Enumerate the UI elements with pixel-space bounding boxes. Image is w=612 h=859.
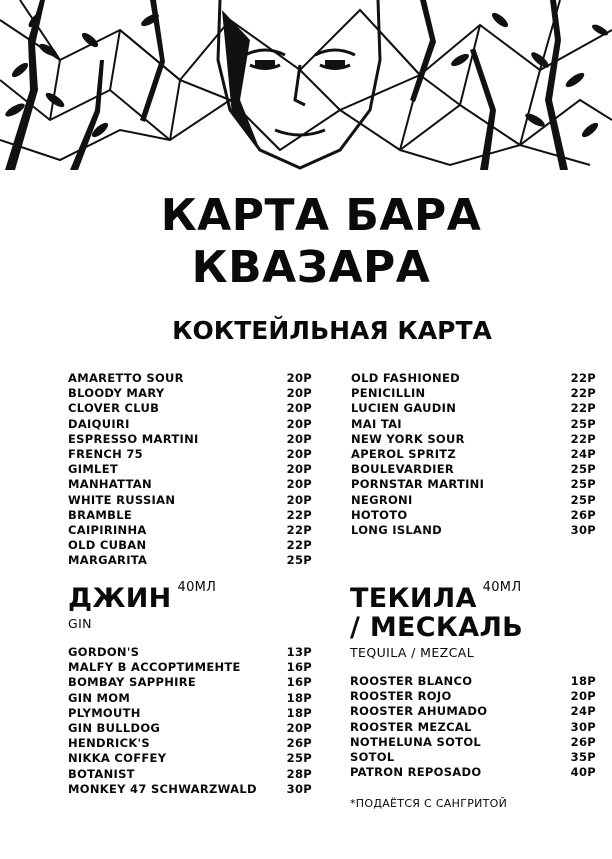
list-item — [68, 477, 312, 492]
item-price: 30Р — [286, 781, 312, 796]
item-name: NEW YORK SOUR — [351, 431, 465, 446]
item-name: ROOSTER AHUMADO — [350, 704, 488, 719]
list-item — [68, 493, 312, 508]
list-item — [351, 386, 596, 401]
item-name: NEGRONI — [351, 492, 413, 507]
item-price: 20Р — [286, 721, 312, 736]
item-price: 25Р — [286, 751, 312, 766]
item-price: 40Р — [570, 765, 596, 780]
item-price: 22Р — [570, 386, 596, 401]
cocktails-left-list — [68, 371, 312, 569]
list-item — [68, 523, 312, 538]
item-price: 20Р — [286, 371, 312, 385]
item-price: 20Р — [570, 689, 596, 704]
item-price: 20Р — [286, 386, 312, 401]
item-name: BOULEVARDIER — [351, 462, 455, 477]
list-item — [68, 736, 312, 751]
list-item — [350, 765, 596, 780]
gin-subtitle: GIN — [68, 616, 92, 631]
item-name: BOTANIST — [68, 766, 135, 781]
tequila-subtitle: TEQUILA / MEZCAL — [350, 645, 475, 660]
item-name: MARGARITA — [68, 553, 148, 568]
item-price: 25Р — [570, 462, 596, 477]
list-item — [351, 417, 596, 432]
item-price: 20Р — [286, 492, 312, 507]
list-item — [351, 523, 596, 538]
item-name: GIN MOM — [68, 690, 131, 705]
tequila-title-line-1: ТЕКИЛА — [350, 583, 477, 614]
cocktails-right-list — [351, 371, 596, 538]
list-item — [68, 706, 312, 721]
item-price: 26Р — [286, 736, 312, 751]
item-price: 28Р — [286, 766, 312, 781]
item-price: 25Р — [570, 492, 596, 507]
list-item — [68, 645, 312, 660]
item-price: 18Р — [286, 690, 312, 705]
item-name: CLOVER CLUB — [68, 401, 160, 416]
item-name: ESPRESSO MARTINI — [68, 431, 199, 446]
item-price: 22Р — [286, 538, 312, 553]
item-name: AMARETTO SOUR — [68, 371, 184, 385]
tequila-list — [350, 674, 596, 780]
footnote: *ПОДАЁТСЯ С САНГРИТОЙ — [350, 797, 508, 810]
item-name: APEROL SPRITZ — [351, 447, 457, 462]
item-name: ROOSTER ROJO — [350, 689, 452, 704]
item-price: 25Р — [570, 416, 596, 431]
item-price: 20Р — [286, 447, 312, 462]
list-item — [68, 432, 312, 447]
list-item — [68, 401, 312, 416]
list-item — [68, 691, 312, 706]
tequila-section — [350, 580, 596, 660]
item-price: 25Р — [570, 477, 596, 492]
item-price: 22Р — [570, 401, 596, 416]
item-price: 22Р — [286, 523, 312, 538]
header-illustration — [0, 0, 612, 170]
item-name: BRAMBLE — [68, 507, 133, 522]
list-item — [68, 462, 312, 477]
item-price: 35Р — [570, 750, 596, 765]
list-item — [350, 674, 596, 689]
list-item — [68, 721, 312, 736]
item-name: ROOSTER BLANCO — [350, 674, 473, 688]
item-price: 26Р — [570, 734, 596, 749]
list-item — [351, 432, 596, 447]
item-price: 18Р — [570, 674, 596, 688]
list-item — [350, 735, 596, 750]
item-price: 22Р — [570, 371, 596, 385]
page-title-line-2: КВАЗАРА — [191, 242, 431, 293]
gin-title: ДЖИН — [68, 583, 172, 614]
tequila-volume: 40МЛ — [482, 580, 522, 595]
list-item — [68, 417, 312, 432]
list-item — [350, 750, 596, 765]
item-price: 22Р — [570, 431, 596, 446]
item-name: MALFY В АССОРТИМЕНТЕ — [68, 660, 241, 675]
list-item — [351, 477, 596, 492]
gin-heading — [68, 580, 312, 614]
gin-list — [68, 645, 312, 797]
item-price: 20Р — [286, 401, 312, 416]
page-title-line-1: КАРТА БАРА — [160, 190, 482, 241]
list-item — [68, 371, 312, 386]
item-name: WHITE RUSSIAN — [68, 492, 176, 507]
item-name: LONG ISLAND — [351, 523, 443, 538]
item-name: PORNSTAR MARTINI — [351, 477, 485, 492]
item-price: 22Р — [286, 507, 312, 522]
item-price: 20Р — [286, 431, 312, 446]
tequila-heading — [350, 580, 596, 614]
item-price: 20Р — [286, 462, 312, 477]
item-name: NOTHELUNA SOTOL — [350, 734, 482, 749]
item-price: 26Р — [570, 507, 596, 522]
item-name: FRENCH 75 — [68, 447, 143, 462]
list-item — [68, 508, 312, 523]
list-item — [68, 447, 312, 462]
list-item — [350, 689, 596, 704]
item-price: 24Р — [570, 447, 596, 462]
item-price: 16Р — [286, 660, 312, 675]
list-item — [68, 660, 312, 675]
item-name: OLD FASHIONED — [351, 371, 460, 385]
item-name: HOTOTO — [351, 507, 408, 522]
item-name: BOMBAY SAPPHIRE — [68, 675, 197, 690]
cocktail-menu-heading: КОКТЕЙЛЬНАЯ КАРТА — [172, 316, 492, 345]
list-item — [351, 462, 596, 477]
item-name: MONKEY 47 SCHWARZWALD — [68, 781, 257, 796]
item-name: DAIQUIRI — [68, 416, 130, 431]
item-name: MAI TAI — [351, 416, 402, 431]
item-name: GIMLET — [68, 462, 118, 477]
item-name: OLD CUBAN — [68, 538, 147, 553]
list-item — [351, 508, 596, 523]
item-name: NIKKA COFFEY — [68, 751, 167, 766]
list-item — [68, 767, 312, 782]
list-item — [351, 493, 596, 508]
item-price: 18Р — [286, 705, 312, 720]
gin-volume: 40МЛ — [177, 580, 217, 595]
item-price: 20Р — [286, 477, 312, 492]
list-item — [351, 371, 596, 386]
item-price: 30Р — [570, 719, 596, 734]
item-price: 16Р — [286, 675, 312, 690]
item-name: PLYMOUTH — [68, 705, 141, 720]
item-price: 13Р — [286, 645, 312, 659]
item-price: 24Р — [570, 704, 596, 719]
list-item — [68, 538, 312, 553]
item-name: MANHATTAN — [68, 477, 152, 492]
list-item — [68, 386, 312, 401]
list-item — [68, 751, 312, 766]
item-price: 30Р — [570, 523, 596, 538]
list-item — [350, 720, 596, 735]
item-name: CAIPIRINHA — [68, 523, 147, 538]
item-name: HENDRICK'S — [68, 736, 150, 751]
gin-section — [68, 580, 312, 631]
item-name: ROOSTER MEZCAL — [350, 719, 472, 734]
item-name: GIN BULLDOG — [68, 721, 161, 736]
item-name: PATRON REPOSADO — [350, 765, 482, 780]
list-item — [351, 401, 596, 416]
item-price: 25Р — [286, 553, 312, 568]
item-name: SOTOL — [350, 750, 395, 765]
tequila-title-line-2: / МЕСКАЛЬ — [350, 612, 524, 643]
item-name: PENICILLIN — [351, 386, 426, 401]
list-item — [68, 553, 312, 568]
item-name: BLOODY MARY — [68, 386, 165, 401]
item-name: LUCIEN GAUDIN — [351, 401, 457, 416]
item-name: GORDON'S — [68, 645, 140, 659]
list-item — [68, 782, 312, 797]
list-item — [351, 447, 596, 462]
list-item — [68, 675, 312, 690]
item-price: 20Р — [286, 416, 312, 431]
list-item — [350, 704, 596, 719]
